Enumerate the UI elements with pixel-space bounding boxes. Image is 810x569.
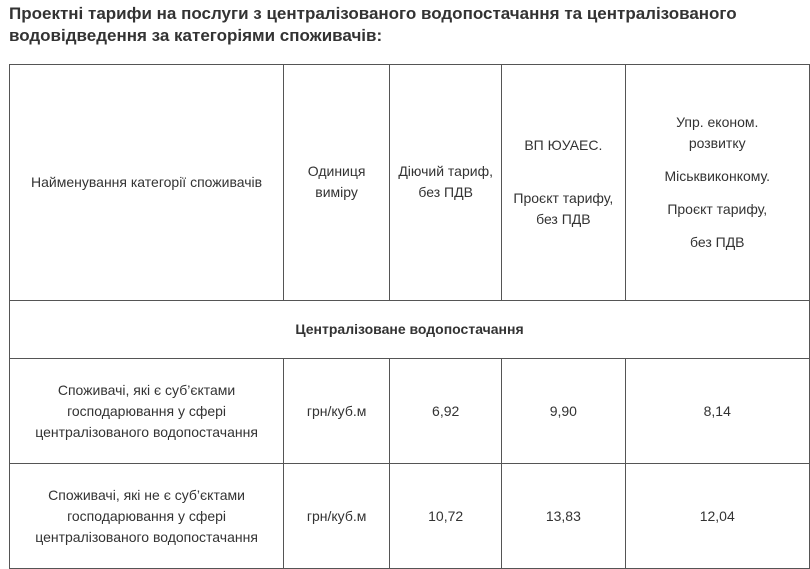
table-header-row <box>10 65 810 301</box>
header-upr-line2: Міськвиконкому. <box>664 167 771 184</box>
row-current-tariff: 10,72 <box>390 464 502 569</box>
row-upr-tariff: 12,04 <box>625 464 810 569</box>
row-current-tariff: 6,92 <box>390 359 502 464</box>
row-category: Споживачі, які не є суб’єктами господарювання у сфері централізованого водопостачання <box>10 464 284 569</box>
header-current-tariff: Діючий тариф, без ПДВ <box>390 65 502 301</box>
page-heading: Проектні тарифи на послуги з централізованого водопостачання та централізованого водовідведення за категоріями споживачів: <box>9 4 737 45</box>
table-row <box>10 464 810 569</box>
row-category: Споживачі, які є суб’єктами господарювання у сфері централізованого водопостачання <box>10 359 284 464</box>
section-title: Централізоване водопостачання <box>10 300 810 358</box>
header-upr-line1: Упр. економ. розвитку <box>676 113 759 151</box>
header-vp-line1: ВП ЮУАЕС. <box>524 136 603 153</box>
header-vp-line2: Проєкт тарифу, без ПДВ <box>513 189 614 227</box>
header-upr-proposal <box>625 65 810 301</box>
row-unit: грн/куб.м <box>284 359 390 464</box>
header-vp-proposal <box>502 65 625 301</box>
header-unit: Одиниця виміру <box>284 65 390 301</box>
table-row <box>10 359 810 464</box>
section-row <box>10 300 810 358</box>
header-upr-line3: Проєкт тарифу, <box>667 200 768 217</box>
row-vp-tariff: 13,83 <box>502 464 625 569</box>
row-vp-tariff: 9,90 <box>502 359 625 464</box>
header-category: Найменування категорії споживачів <box>10 65 284 301</box>
tariffs-table <box>9 64 810 569</box>
header-upr-line4: без ПДВ <box>689 233 745 250</box>
row-unit: грн/куб.м <box>284 464 390 569</box>
row-upr-tariff: 8,14 <box>625 359 810 464</box>
